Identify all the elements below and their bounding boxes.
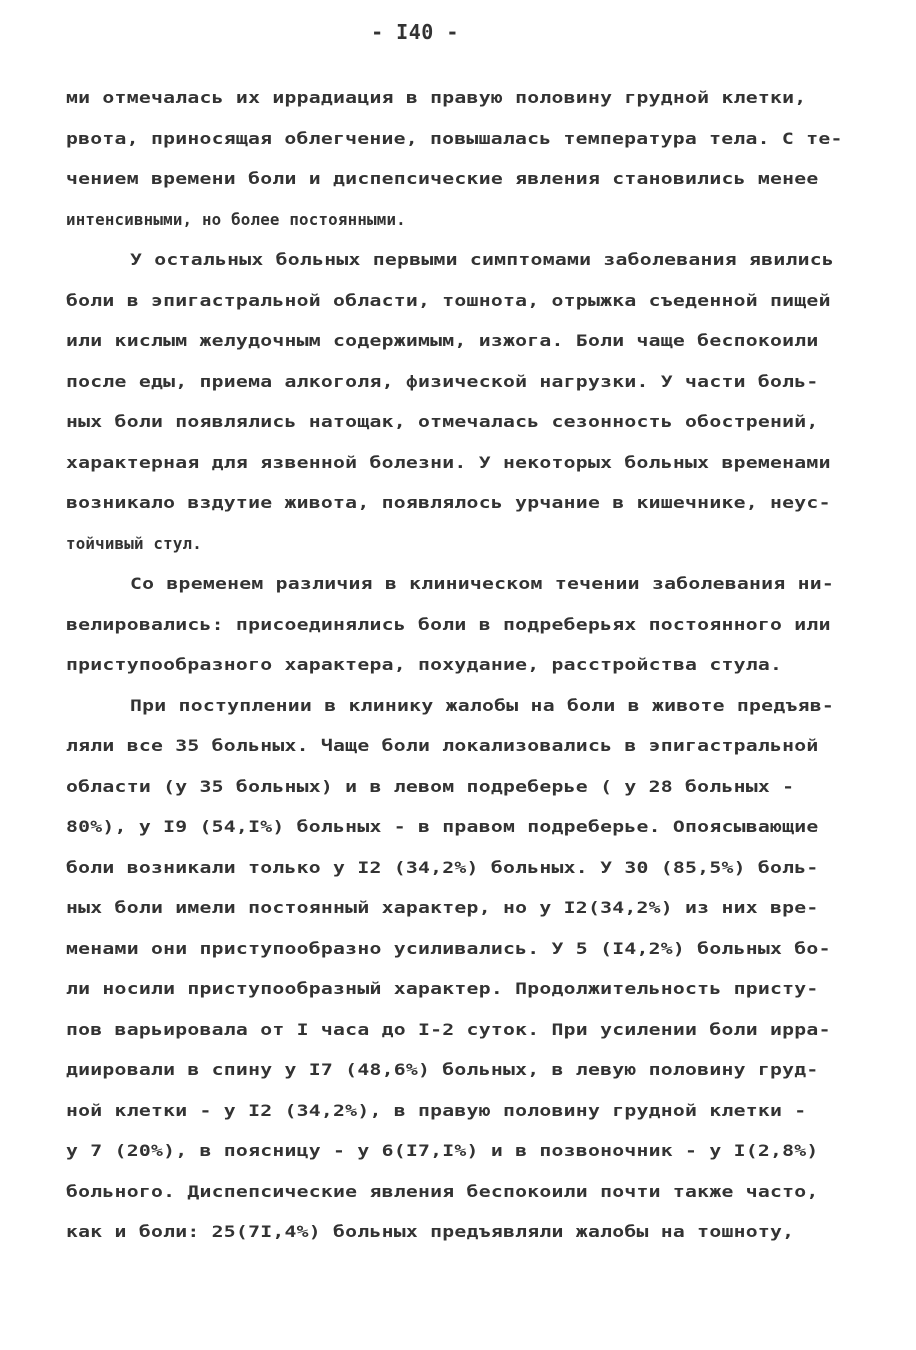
text-line: характерная для язвенной болезни. У некоторых больных временами xyxy=(66,453,831,472)
text-line: приступообразного характера, похудание, расстройства стула. xyxy=(66,655,783,674)
text-line: ных боли имели постоянный характер, но у I2(34,2%) из них вре- xyxy=(66,898,819,917)
text-line: Со временем различия в клиническом течении заболевания ни- xyxy=(130,574,835,593)
text-line: менами они приступообразно усиливались. У 5 (I4,2%) больных бо- xyxy=(66,939,831,958)
text-line: ных боли появлялись натощак, отмечалась сезонность обострений, xyxy=(66,412,819,431)
text-line: боли в эпигастральной области, тошнота, отрыжка съеденной пищей xyxy=(66,291,831,310)
text-line: чением времени боли и диспепсические явления становились менее xyxy=(66,169,819,188)
text-line: ли носили приступообразный характер. Продолжительность присту- xyxy=(66,979,819,998)
text-line: диировали в спину у I7 (48,6%) больных, в левую половину груд- xyxy=(66,1060,819,1079)
text-line: пов варьировала от I часа до I-2 суток. При усилении боли ирра- xyxy=(66,1020,831,1039)
text-line: рвота, приносящая облегчение, повышалась температура тела. С те- xyxy=(66,129,843,148)
page-number: - I40 - xyxy=(371,20,459,44)
text-line: как и боли: 25(7I,4%) больных предъявляли жалобы на тошноту, xyxy=(66,1222,795,1241)
text-line: ной клетки - у I2 (34,2%), в правую половину грудной клетки - xyxy=(66,1101,807,1120)
text-line: возникало вздутие живота, появлялось урчание в кишечнике, неус- xyxy=(66,493,831,512)
text-line: При поступлении в клинику жалобы на боли в животе предъяв- xyxy=(130,696,835,715)
text-line: велировались: присоединялись боли в подреберьях постоянного или xyxy=(66,615,831,634)
text-line: 80%), у I9 (54,I%) больных - в правом подреберье. Опоясывающие xyxy=(66,817,819,836)
text-line: У остальных больных первыми симптомами заболевания явились xyxy=(130,250,835,269)
text-line: боли возникали только у I2 (34,2%) больных. У 30 (85,5%) боль- xyxy=(66,858,819,877)
text-line: у 7 (20%), в поясницу - у 6(I7,I%) и в позвоночник - у I(2,8%) xyxy=(66,1141,819,1160)
text-line: или кислым желудочным содержимым, изжога. Боли чаще беспокоили xyxy=(66,331,819,350)
text-line: больного. Диспепсические явления беспокоили почти также часто, xyxy=(66,1182,819,1201)
text-line: после еды, приема алкоголя, физической нагрузки. У части боль- xyxy=(66,372,819,391)
text-line: интенсивными, но более постоянными. xyxy=(66,210,406,229)
text-line: ляли все 35 больных. Чаще боли локализовались в эпигастральной xyxy=(66,736,819,755)
text-line: ми отмечалась их иррадиация в правую половину грудной клетки, xyxy=(66,88,807,107)
text-line: тойчивый стул. xyxy=(66,534,202,553)
text-line: области (у 35 больных) и в левом подреберье ( у 28 больных - xyxy=(66,777,795,796)
